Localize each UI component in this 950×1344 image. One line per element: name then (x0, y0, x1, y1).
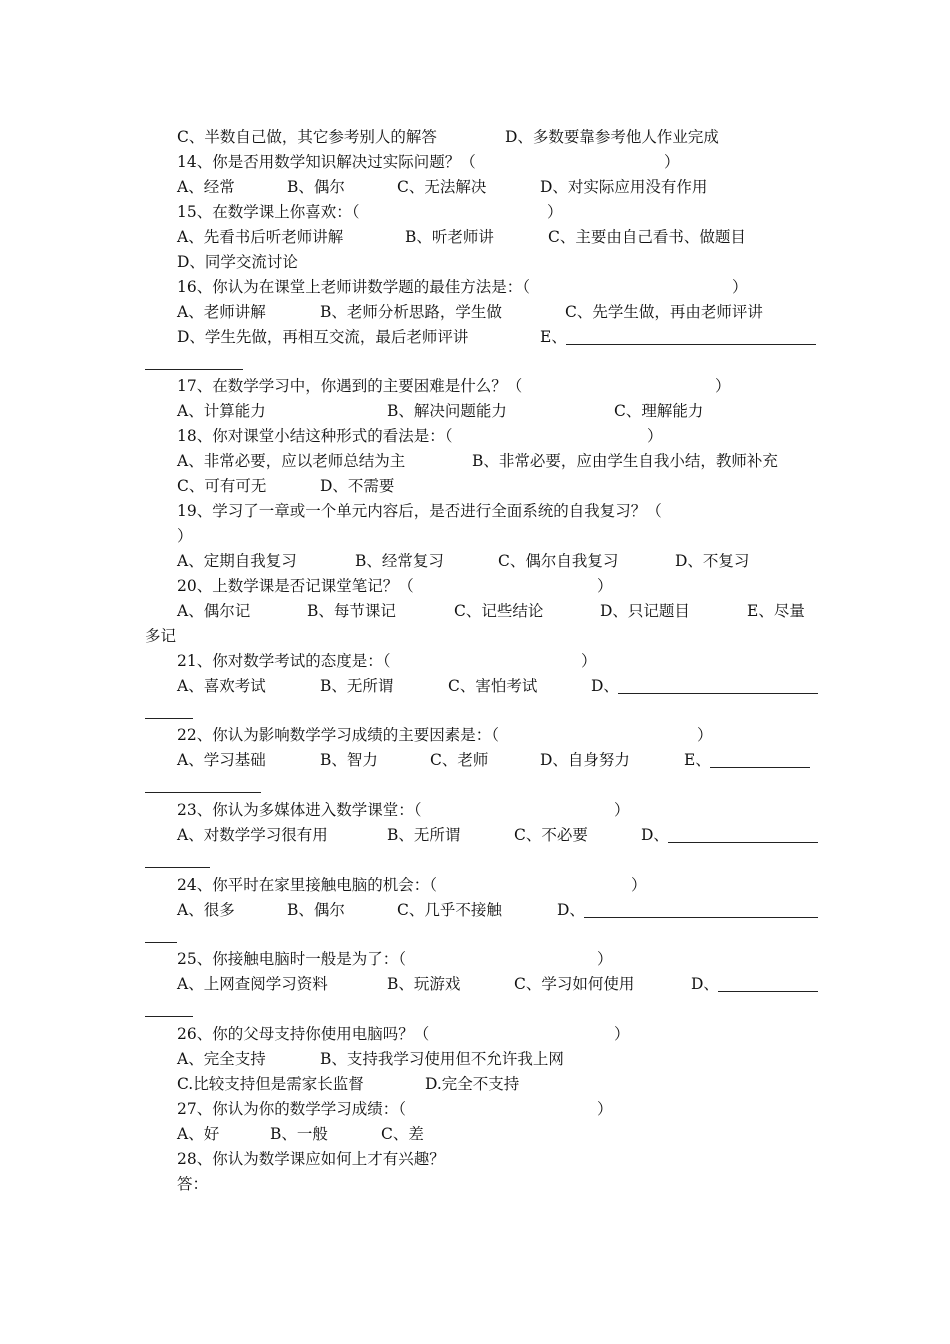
q28-question: 28、你认为数学课应如何上才有兴趣？ (177, 1150, 445, 1168)
q24-option-d-blank[interactable] (584, 917, 818, 918)
q20-close-paren: ） (597, 577, 613, 595)
q22-option-e-blank[interactable] (710, 767, 810, 768)
q17-option-a: A、计算能力 (177, 402, 266, 420)
q15-option-a: A、先看书后听老师讲解 (177, 228, 344, 246)
q21-question: 21、你对数学考试的态度是：（ (177, 652, 391, 670)
q20-option-c: C、记些结论 (454, 602, 544, 620)
q26-option-d: D.完全不支持 (425, 1075, 520, 1093)
q14-option-d: D、对实际应用没有作用 (540, 178, 708, 196)
q18-close-paren: ） (647, 427, 663, 445)
q24-option-d-blank-cont[interactable] (145, 942, 177, 943)
q21-option-d-blank[interactable] (618, 693, 818, 694)
q22-option-d: D、自身努力 (540, 751, 630, 769)
q20-option-b: B、每节课记 (307, 602, 396, 620)
q24-option-d: D、 (557, 901, 585, 919)
q21-option-d-blank-cont[interactable] (145, 718, 193, 719)
q17-option-c: C、理解能力 (614, 402, 704, 420)
q20-question: 20、上数学课是否记课堂笔记？（ (177, 577, 414, 595)
q22-option-e-blank-cont[interactable] (145, 792, 261, 793)
q13-option-c: C、半数自己做，其它参考别人的解答 (177, 128, 437, 146)
q14-question: 14、你是否用数学知识解决过实际问题？（ (177, 153, 476, 171)
q27-option-c: C、差 (381, 1125, 424, 1143)
q23-option-c: C、不必要 (514, 826, 588, 844)
q21-option-a: A、喜欢考试 (177, 677, 266, 695)
q23-option-d-blank[interactable] (668, 842, 818, 843)
q23-option-d: D、 (641, 826, 669, 844)
q14-close-paren: ） (664, 153, 680, 171)
q27-option-a: A、好 (177, 1125, 220, 1143)
q19-option-c: C、偶尔自我复习 (498, 552, 619, 570)
q16-option-e-blank-cont[interactable] (145, 369, 243, 370)
q19-option-b: B、经常复习 (355, 552, 444, 570)
q26-option-a: A、完全支持 (177, 1050, 266, 1068)
q16-option-d: D、学生先做，再相互交流，最后老师评讲 (177, 328, 469, 346)
q18-option-a: A、非常必要，应以老师总结为主 (177, 452, 406, 470)
q27-option-b: B、一般 (270, 1125, 328, 1143)
q20-option-a: A、偶尔记 (177, 602, 251, 620)
q15-option-d: D、同学交流讨论 (177, 253, 298, 271)
q19-question: 19、学习了一章或一个单元内容后，是否进行全面系统的自我复习？（ (177, 502, 662, 520)
q24-option-b: B、偶尔 (287, 901, 345, 919)
q26-option-c: C.比较支持但是需家长监督 (177, 1075, 364, 1093)
q25-option-d-blank-cont[interactable] (145, 1016, 193, 1017)
q21-close-paren: ） (581, 652, 597, 670)
q21-option-b: B、无所谓 (320, 677, 394, 695)
q26-close-paren: ） (614, 1025, 630, 1043)
q26-question: 26、你的父母支持你使用电脑吗？（ (177, 1025, 430, 1043)
q16-option-b: B、老师分析思路，学生做 (320, 303, 502, 321)
q21-option-c: C、害怕考试 (448, 677, 538, 695)
q24-question: 24、你平时在家里接触电脑的机会：（ (177, 876, 437, 894)
q14-option-b: B、偶尔 (287, 178, 345, 196)
q25-option-d: D、 (691, 975, 719, 993)
q25-option-a: A、上网查阅学习资料 (177, 975, 328, 993)
q20-option-d: D、只记题目 (600, 602, 690, 620)
q19-option-d: D、不复习 (675, 552, 750, 570)
q13-option-d: D、多数要靠参考他人作业完成 (505, 128, 719, 146)
q14-option-a: A、经常 (177, 178, 235, 196)
q25-option-d-blank[interactable] (718, 991, 818, 992)
q24-option-c: C、几乎不接触 (397, 901, 502, 919)
q22-option-c: C、老师 (430, 751, 489, 769)
q22-option-b: B、智力 (320, 751, 378, 769)
q19-close-paren: ） (177, 527, 193, 545)
q28-answer-label: 答： (177, 1175, 209, 1193)
q27-close-paren: ） (597, 1100, 613, 1118)
q26-option-b: B、支持我学习使用但不允许我上网 (320, 1050, 564, 1068)
q22-close-paren: ） (697, 726, 713, 744)
q18-option-d: D、不需要 (320, 477, 395, 495)
q18-option-b: B、非常必要，应由学生自我小结，教师补充 (472, 452, 778, 470)
q15-option-b: B、听老师讲 (405, 228, 494, 246)
q23-close-paren: ） (614, 801, 630, 819)
q14-option-c: C、无法解决 (397, 178, 487, 196)
q23-option-a: A、对数学学习很有用 (177, 826, 328, 844)
q25-option-b: B、玩游戏 (387, 975, 461, 993)
q15-close-paren: ） (547, 203, 563, 221)
q22-question: 22、你认为影响数学学习成绩的主要因素是：（ (177, 726, 499, 744)
q16-close-paren: ） (732, 278, 748, 296)
q24-option-a: A、很多 (177, 901, 235, 919)
q21-option-d: D、 (591, 677, 619, 695)
q25-question: 25、你接触电脑时一般是为了：（ (177, 950, 406, 968)
q27-question: 27、你认为你的数学学习成绩：（ (177, 1100, 406, 1118)
q15-question: 15、在数学课上你喜欢：（ (177, 203, 360, 221)
q15-option-c: C、主要由自己看书、做题目 (548, 228, 746, 246)
q16-option-a: A、老师讲解 (177, 303, 266, 321)
q17-option-b: B、解决问题能力 (387, 402, 507, 420)
q20-option-e: E、尽量 (747, 602, 805, 620)
q16-question: 16、你认为在课堂上老师讲数学题的最佳方法是：（ (177, 278, 530, 296)
q18-question: 18、你对课堂小结这种形式的看法是：（ (177, 427, 453, 445)
q16-option-e: E、 (540, 328, 567, 346)
q23-option-b: B、无所谓 (387, 826, 461, 844)
q25-close-paren: ） (597, 950, 613, 968)
q17-question: 17、在数学学习中，你遇到的主要困难是什么？（ (177, 377, 523, 395)
q20-option-e-cont: 多记 (145, 627, 177, 645)
q25-option-c: C、学习如何使用 (514, 975, 635, 993)
q18-option-c: C、可有可无 (177, 477, 267, 495)
q23-option-d-blank-cont[interactable] (145, 867, 210, 868)
q16-option-e-blank[interactable] (566, 344, 816, 345)
q16-option-c: C、先学生做，再由老师评讲 (565, 303, 763, 321)
q23-question: 23、你认为多媒体进入数学课堂：（ (177, 801, 422, 819)
q22-option-e: E、 (684, 751, 711, 769)
q19-option-a: A、定期自我复习 (177, 552, 297, 570)
q24-close-paren: ） (631, 876, 647, 894)
q17-close-paren: ） (715, 377, 731, 395)
q22-option-a: A、学习基础 (177, 751, 266, 769)
